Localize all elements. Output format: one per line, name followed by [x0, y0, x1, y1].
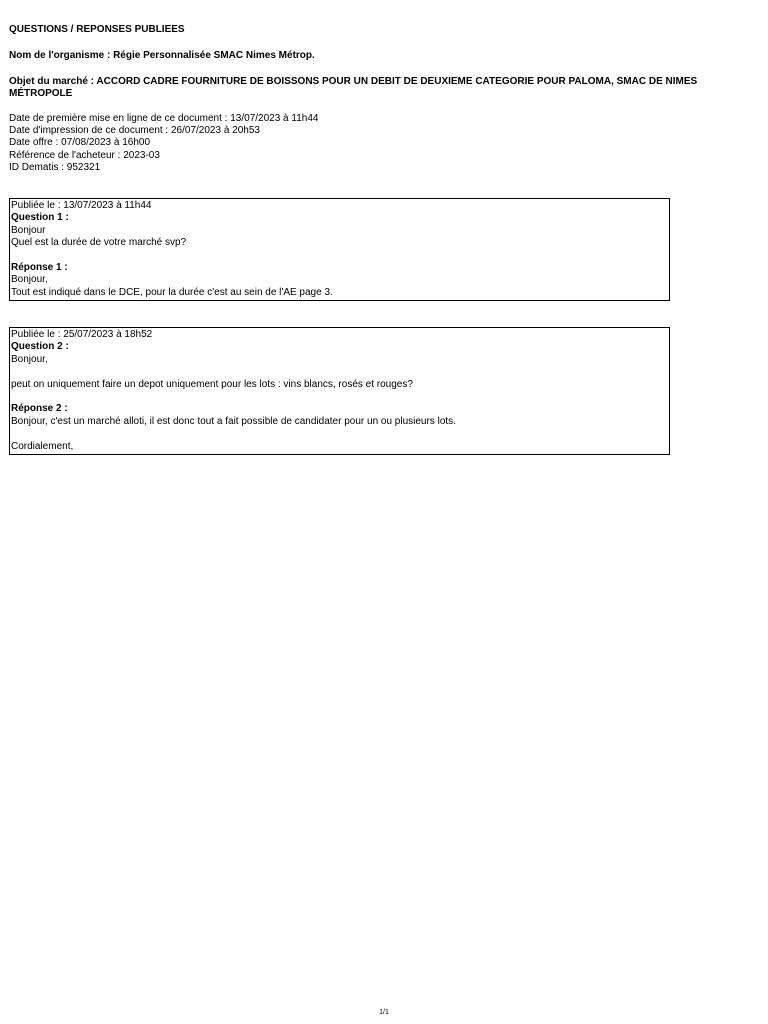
- spacer: [11, 250, 668, 262]
- answer-text-line: Bonjour,: [11, 274, 48, 286]
- question-label: Question 1 :: [11, 212, 69, 224]
- meta-offer-date: Date offre : 07/08/2023 à 16h00: [9, 137, 151, 149]
- question-text-line: Bonjour: [11, 224, 46, 236]
- spacer: [11, 391, 668, 403]
- published-date: Publiée le : 13/07/2023 à 11h44: [11, 200, 152, 211]
- page-number: 1/1: [379, 1009, 389, 1016]
- answer-label: Réponse 2 :: [11, 403, 68, 415]
- question-label: Question 2 :: [11, 341, 69, 353]
- question-text-line: Bonjour,: [11, 353, 48, 365]
- page-title: QUESTIONS / REPONSES PUBLIEES: [9, 24, 185, 35]
- answer-text-line: Tout est indiqué dans le DCE, pour la durée c'est au sein de l'AE page 3.: [11, 286, 333, 298]
- meta-buyer-reference: Référence de l'acheteur : 2023-03: [9, 149, 160, 161]
- document-header: [9, 24, 709, 175]
- question-text-line: Quel est la durée de votre marché svp?: [11, 237, 187, 249]
- meta-dematis-id: ID Dematis : 952321: [9, 162, 101, 174]
- qa-block-2: [9, 327, 670, 455]
- published-date: Publiée le : 25/07/2023 à 18h52: [11, 329, 153, 340]
- spacer: [11, 366, 668, 378]
- meta-first-online-date: Date de première mise en ligne de ce document : 13/07/2023 à 11h44: [9, 112, 319, 124]
- question-text-line: peut on uniquement faire un depot uniquement pour les lots : vins blancs, rosés et rouges?: [11, 378, 413, 390]
- document-metadata: [9, 113, 709, 175]
- spacer: [11, 428, 668, 440]
- meta-print-date: Date d'impression de ce document : 26/07/2023 à 20h53: [9, 125, 260, 137]
- qa-block-1: [9, 198, 670, 301]
- answer-text-line: Cordialement,: [11, 440, 74, 452]
- organisme-name: Nom de l'organisme : Régie Personnalisée SMAC Nimes Métrop.: [9, 50, 315, 62]
- marche-objet: Objet du marché : ACCORD CADRE FOURNITURE DE BOISSONS POUR UN DEBIT DE DEUXIEME CATEGORIE POUR PALOMA, SMAC DE NIMES MÉTROPOLE: [9, 75, 698, 100]
- answer-text-line: Bonjour, c'est un marché alloti, il est donc tout a fait possible de candidater pour un ou plusieurs lots.: [11, 415, 456, 427]
- answer-label: Réponse 1 :: [11, 262, 68, 274]
